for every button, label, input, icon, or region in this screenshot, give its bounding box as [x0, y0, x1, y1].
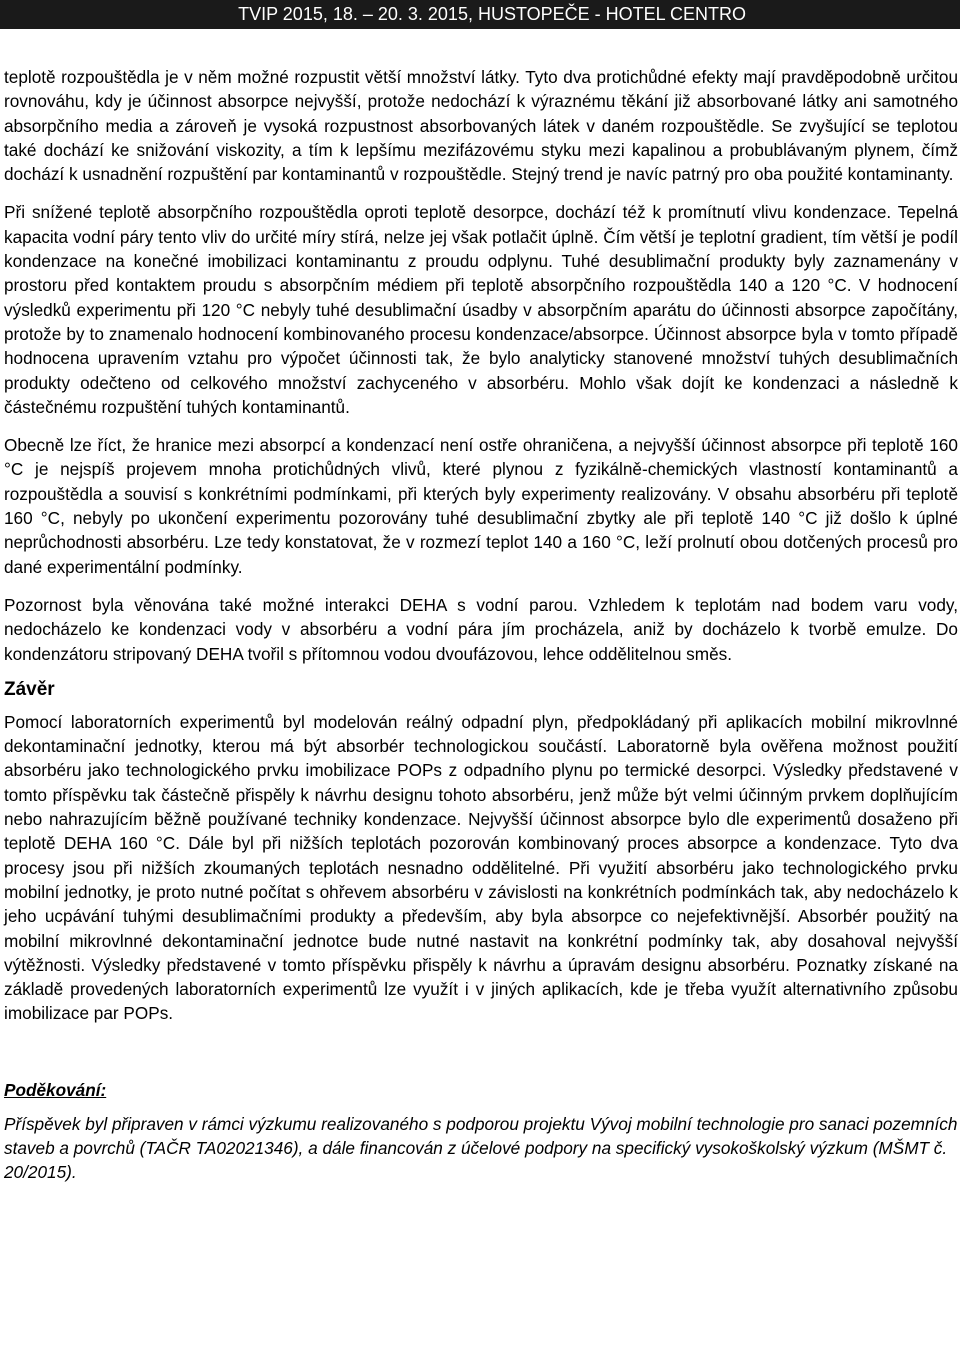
conference-header-title: TVIP 2015, 18. – 20. 3. 2015, HUSTOPEČE - HOTEL CENTRO: [238, 4, 746, 24]
conference-header-band: [0, 0, 960, 29]
conclusion-heading: Závěr: [4, 678, 55, 700]
paragraph-temperature-effects: teplotě rozpouštědla je v něm možné rozpustit větší množství látky. Tyto dva protichůdné efekty mají pravděpodobně určitou rovnováhu, kdy je účinnost absorpce nejvyšší, protože nedochází k výraznému těkání již absorbované látky ani samotného absorpčního media a zároveň je vysoká rozpustnost absorbovaných látek v daném rozpouštědle. Se zvyšující se teplotou také dochází ke snižování viskozity, a tím k lepšímu mezifázovému styku mezi kapalinou a probublávaným plynem, čímž dochází k usnadnění rozpuštění par kontaminantů v rozpouštědle. Stejný trend je navíc patrný pro oba použité kontaminanty.: [4, 67, 958, 185]
conclusion-text: Pomocí laboratorních experimentů byl modelován reálný odpadní plyn, předpokládaný při aplikacích mobilní mikrovlnné dekontaminační jednotky, kterou má být absorbér technologickou součástí. Laboratorně byla ověřena možnost použití absorbéru jako technologického prvku imobilizace POPs z odpadního plynu po termické desorpci. Výsledky představené v tomto příspěvku tak částečně přispěly k návrhu designu tohoto absorbéru, jenž může být velmi účinným prvkem doplňujícím nebo nahrazujícím běžně používané techniky kondenzace. Nejvyšší účinnost absorpce bylo dle experimentů dosaženo při teplotě DEHA 160 °C. Dále byl při nižších teplotách pozorován kombinovaný proces absorpce a kondenzace. Tyto dva procesy jsou při nižších zkoumaných teplotách nesnadno oddělitelné. Při využití absorbéru jako technologického prvku mobilní jednotky, je proto nutné počítat s ohřevem absorbéru v závislosti na konkrétních podmínkách tak, aby nedocházelo k jeho ucpávání tuhými desublimačními produkty a především, aby byla absorpce co nejefektivnější. Absorbér použitý na mobilní mikrovlnné dekontaminační jednotce bude nutné nastavit na konkrétní podmínky tak, aby dosahoval nejvyšší výtěžnosti. Výsledky představené v tomto příspěvku přispěly k návrhu a úpravám designu absorbéru. Poznatky získané na základě provedených laboratorních experimentů lze využít i v jiných aplikacích, kde je třeba využít alternativního způsobu imobilizace par POPs.: [4, 711, 958, 1024]
paragraph-condensation: Při snížené teplotě absorpčního rozpouštědla oproti teplotě desorpce, dochází též k promítnutí vlivu kondenzace. Tepelná kapacita vodní páry tento vliv do určité míry stírá, nelze jej však potlačit úplně. Čím větší je teplotní gradient, tím větší je podíl kondenzace na konečné imobilizaci kontaminantu z proudu odplynu. Tuhé desublimační produkty byly zaznamenány v prostoru před kontaktem proudu s absorpčním médiem při teplotě absorpčního rozpouštědla 140 a 120 °C. V hodnocení výsledků experimentu při 120 °C nebyly tuhé desublimační úsadby v absorpčním aparátu do účinnosti absorpce započítány, protože by to znamenalo hodnocení kombinovaného procesu kondenzace/absorpce. Účinnost absorpce byla v tomto případě hodnocena upravením vztahu pro výpočet účinnosti tak, že bylo analyticky stanovené množství tuhých desublimačních produkty odečteno od celkového množství zachyceného v absorbéru. Mohlo však dojít ke kondenzaci a následně k částečnému rozpuštění tuhých kontaminantů.: [4, 202, 958, 417]
document-body: [4, 65, 958, 1185]
acknowledgement-heading: Poděkování:: [4, 1079, 107, 1100]
acknowledgement-text: Příspěvek byl připraven v rámci výzkumu realizovaného s podporou projektu Vývoj mobilní technologie pro sanaci pozemních staveb a povrchů (TAČR TA02021346), a dále financován z účelové podpory na specifický vysokoškolský výzkum (MŠMT č. 20/2015).: [4, 1113, 958, 1183]
paragraph-deha-interaction: Pozornost byla věnována také možné interakci DEHA s vodní parou. Vzhledem k teplotám nad bodem varu vody, nedocházelo ke kondenzaci vody v absorbéru a vodní pára jím procházela, aniž by docházelo k tvorbě emulze. Do kondenzátoru stripovaný DEHA tvořil s přítomnou vodou dvoufázovou, lehce oddělitelnou směs.: [4, 594, 958, 664]
paragraph-absorption-boundary: Obecně lze říct, že hranice mezi absorpcí a kondenzací není ostře ohraničena, a nejvyšší účinnost absorpce při teplotě 160 °C je nejspíš projevem mnoha protichůdných vlivů, které plynou z fyzikálně-chemických vlastností kontaminantů a rozpouštědla a souvisí s konkrétními podmínkami, při kterých byly experimenty realizovány. V obsahu absorbéru při teplotě 160 °C, nebyly po ukončení experimentu pozorovány tuhé desublimační zbytky ale při teplotě 140 °C již došlo k úplné neprůchodnosti absorbéru. Lze tedy konstatovat, že v rozmezí teplot 140 a 160 °C, leží prolnutí obou dotčených procesů pro dané experimentální podmínky.: [4, 435, 958, 577]
